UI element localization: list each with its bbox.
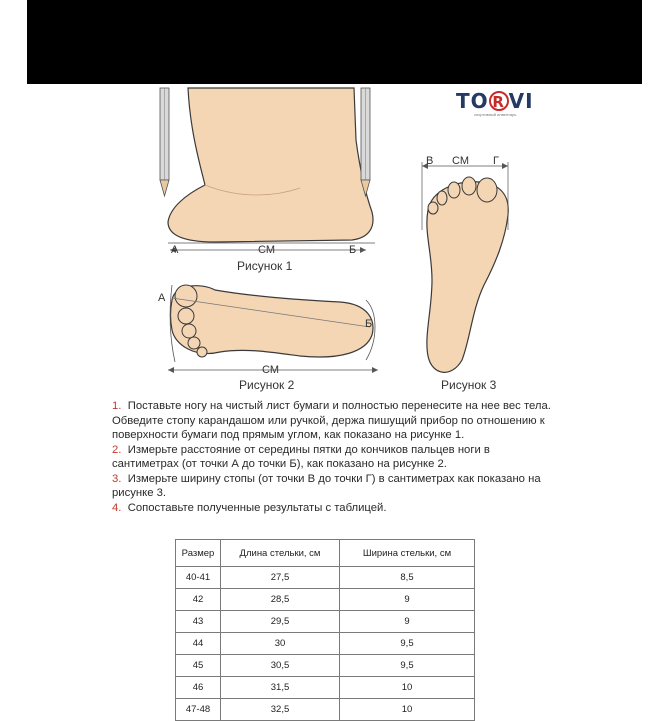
- figure-2-caption: Рисунок 2: [239, 378, 295, 392]
- cell-length: 30: [221, 633, 340, 655]
- cell-length: 28,5: [221, 589, 340, 611]
- instruction-1: 1. Поставьте ногу на чистый лист бумаги и полностью перенесите на нее вес тела. Обведите стопу карандашом или ручкой, держа пишущий прибор по отношению к поверхности бумаги под прямым углом, как показано на рисунке 1.: [112, 400, 551, 441]
- header-insole-width: Ширина стельки, см: [340, 540, 475, 567]
- figure-3-label-v: В: [426, 155, 434, 167]
- cell-width: 9,5: [340, 633, 475, 655]
- cell-size: 46: [176, 677, 221, 699]
- cell-size: 44: [176, 633, 221, 655]
- cell-width: 9: [340, 611, 475, 633]
- header-insole-length: Длина стельки, см: [221, 540, 340, 567]
- figure-2-label-b: Б: [365, 318, 373, 330]
- figure-3-caption: Рисунок 3: [441, 378, 497, 392]
- cell-size: 47-48: [176, 699, 221, 721]
- cell-size: 42: [176, 589, 221, 611]
- cell-width: 8,5: [340, 567, 475, 589]
- cell-length: 30,5: [221, 655, 340, 677]
- figure-3-sole: [422, 162, 508, 372]
- cell-length: 31,5: [221, 677, 340, 699]
- instructions-list: [112, 399, 552, 515]
- figure-3-label-cm: СМ: [452, 155, 469, 167]
- cell-size: 40-41: [176, 567, 221, 589]
- pencil-right-icon: [361, 88, 370, 196]
- size-table: [175, 539, 475, 721]
- cell-width: 10: [340, 677, 475, 699]
- table-row: [176, 633, 475, 655]
- figure-3-label-g: Г: [493, 155, 499, 167]
- figure-1-label-b: Б: [349, 244, 357, 256]
- cell-size: 43: [176, 611, 221, 633]
- torvi-logo: TO R VI спортивный инвентарь: [456, 90, 548, 126]
- cell-length: 27,5: [221, 567, 340, 589]
- cell-width: 9: [340, 589, 475, 611]
- table-row: [176, 677, 475, 699]
- table-row: [176, 567, 475, 589]
- instruction-4: 4. Сопоставьте полученные результаты с таблицей.: [112, 501, 387, 514]
- cell-size: 45: [176, 655, 221, 677]
- figure-1-side-foot: [160, 88, 375, 253]
- figure-1-label-cm: СМ: [258, 244, 275, 256]
- figure-1-label-a: А: [171, 244, 179, 256]
- table-row: [176, 655, 475, 677]
- logo-tagline: спортивный инвентарь: [474, 112, 517, 117]
- figure-2-label-cm: СМ: [262, 364, 279, 376]
- cell-width: 9,5: [340, 655, 475, 677]
- instruction-2: 2. Измерьте расстояние от середины пятки до кончиков пальцев ноги в сантиметрах (от точки А до точки Б), как показано на рисунке 2.: [112, 443, 490, 470]
- table-row: [176, 699, 475, 721]
- table-row: [176, 611, 475, 633]
- cell-length: 32,5: [221, 699, 340, 721]
- cell-length: 29,5: [221, 611, 340, 633]
- table-row: [176, 589, 475, 611]
- table-header-row: [176, 540, 475, 567]
- instruction-3: 3. Измерьте ширину стопы (от точки В до точки Г) в сантиметрах как показано на рисунке 3.: [112, 472, 541, 499]
- figure-1-caption: Рисунок 1: [237, 259, 293, 273]
- pencil-left-icon: [160, 88, 169, 196]
- figure-2-top-foot: [168, 285, 378, 373]
- cell-width: 10: [340, 699, 475, 721]
- header-size: Размер: [176, 540, 221, 567]
- figure-2-label-a: А: [158, 292, 166, 304]
